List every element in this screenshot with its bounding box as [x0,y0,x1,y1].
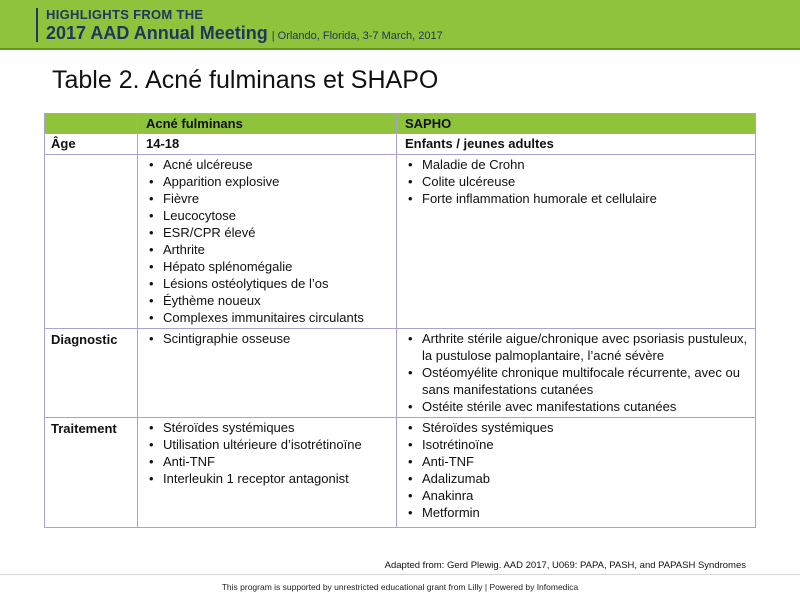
feature-acne-item: • Arthrite [138,241,392,258]
traitement-sapho-item: • Anakinra [397,487,751,504]
diagnostic-acne [138,329,397,418]
traitement-sapho-list [397,418,755,527]
banner-meeting [46,23,443,44]
banner-highlights: HIGHLIGHTS FROM THE [46,7,204,22]
row-label-age: Âge [45,134,138,155]
diagnostic-acne-item: • Scintigraphie osseuse [138,330,392,347]
table-row-traitement [45,418,756,528]
header-acne-fulminans: Acné fulminans [138,114,397,134]
traitement-sapho-item: • Metformin [397,504,751,521]
diagnostic-sapho-list [397,329,755,417]
diagnostic-acne-list [138,329,396,349]
feature-acne-item: • Éythème noueux [138,292,392,309]
traitement-acne-item: • Utilisation ultérieure d’isotrétinoïne [138,436,392,453]
feature-acne-item: • Apparition explosive [138,173,392,190]
footer-divider [0,574,800,575]
traitement-acne [138,418,397,528]
header-banner [0,0,800,50]
table-row-age [45,134,756,155]
feature-acne-list [138,155,396,328]
footer-text: This program is supported by unrestricted educational grant from Lilly | Powered by Infomedica [221,582,579,592]
header-sapho: SAPHO [397,114,756,134]
header-col1 [45,114,138,134]
traitement-acne-list [138,418,396,489]
traitement-sapho [397,418,756,528]
traitement-acne-item: • Anti-TNF [138,453,392,470]
traitement-sapho-item: • Stéroïdes systémiques [397,419,751,436]
traitement-acne-item: • Stéroïdes systémiques [138,419,392,436]
row-label-features [45,155,138,329]
traitement-sapho-item: • Anti-TNF [397,453,751,470]
feature-acne-item: • Lésions ostéolytiques de l’os [138,275,392,292]
traitement-acne-item: • Interleukin 1 receptor antagonist [138,470,392,487]
feature-sapho-list [397,155,755,209]
diagnostic-sapho [397,329,756,418]
feature-sapho-item: • Maladie de Crohn [397,156,751,173]
feature-acne-item: • Acné ulcéreuse [138,156,392,173]
traitement-sapho-item: • Adalizumab [397,470,751,487]
feature-acne-item: • Complexes immunitaires circulants [138,309,392,326]
features-acne [138,155,397,329]
source-citation: Adapted from: Gerd Plewig. AAD 2017, U069: PAPA, PASH, and PAPASH Syndromes [384,560,746,571]
traitement-sapho-item: • Isotrétinoïne [397,436,751,453]
age-sapho: Enfants / jeunes adultes [397,134,756,155]
banner-location: | Orlando, Florida, 3-7 March, 2017 [271,30,443,42]
age-acne: 14-18 [138,134,397,155]
features-sapho [397,155,756,329]
feature-acne-item: • Leucocytose [138,207,392,224]
banner-divider [36,8,38,42]
feature-sapho-item: • Forte inflammation humorale et cellulaire [397,190,751,207]
feature-acne-item: • Hépato splénomégalie [138,258,392,275]
banner-meeting-name: 2017 AAD Annual Meeting [46,23,268,43]
row-label-diagnostic: Diagnostic [45,329,138,418]
page-title: Table 2. Acné fulminans et SHAPO [52,66,439,94]
row-label-traitement: Traitement [45,418,138,528]
comparison-table [44,113,756,528]
table-row-diagnostic [45,329,756,418]
feature-sapho-item: • Colite ulcéreuse [397,173,751,190]
table-row-features [45,155,756,329]
diagnostic-sapho-item: • Ostéomyélite chronique multifocale récurrente, avec ou sans manifestations cutanées [397,364,751,398]
feature-acne-item: • Fièvre [138,190,392,207]
feature-acne-item: • ESR/CPR élevé [138,224,392,241]
diagnostic-sapho-item: • Ostéite stérile avec manifestations cutanées [397,398,751,415]
table-header-row [45,114,756,134]
diagnostic-sapho-item: • Arthrite stérile aigue/chronique avec psoriasis pustuleux, la pustulose palmoplantaire, l’acné sévère [397,330,751,364]
